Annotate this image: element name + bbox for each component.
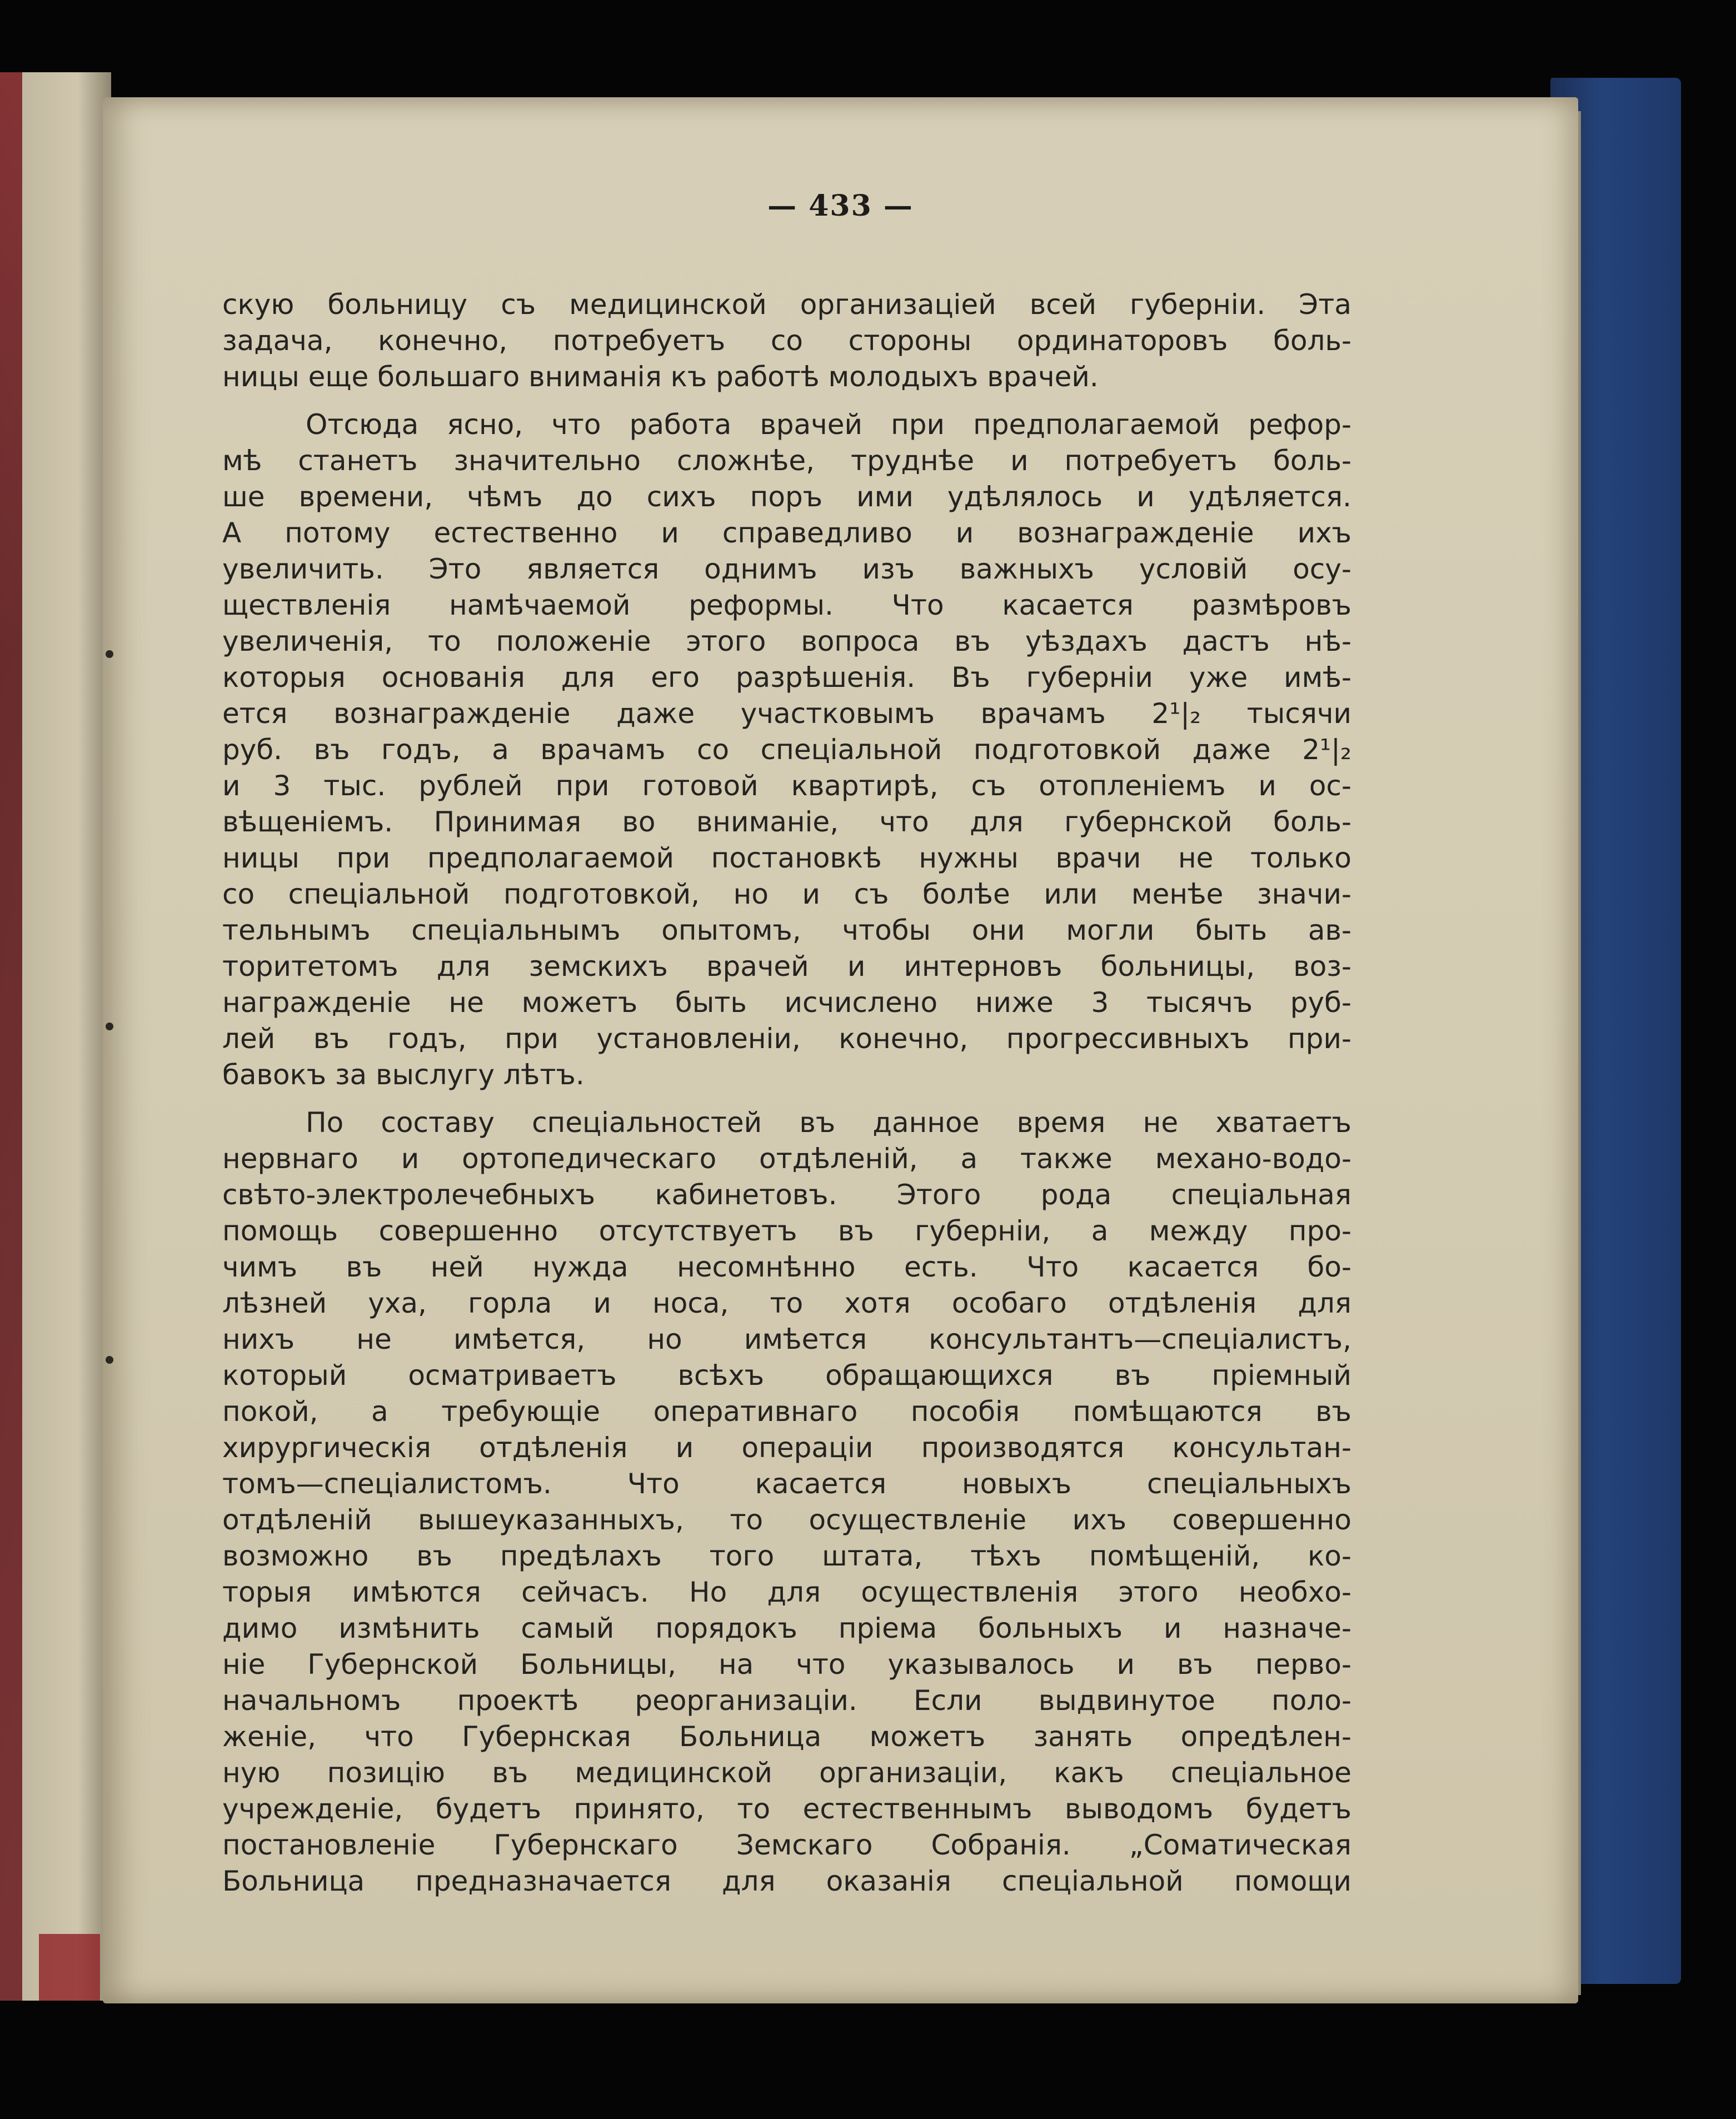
text-line: учрежденiе, будетъ принято, то естественнымъ выводомъ будетъ (222, 1793, 1351, 1825)
text-line: лѣзней уха, горла и носа, то хотя особаго отдѣленiя для (222, 1287, 1351, 1319)
text-line: со спецiальной подготовкой, но и съ болѣе или менѣе значи- (222, 878, 1351, 910)
text-line: возможно въ предѣлахъ того штата, тѣхъ помѣщенiй, ко- (222, 1540, 1351, 1572)
text-line: нихъ не имѣется, но имѣется консультантъ—спецiалистъ, (222, 1323, 1351, 1355)
text-line: торитетомъ для земскихъ врачей и интерновъ больницы, воз- (222, 950, 1351, 983)
text-line: тельнымъ спецiальнымъ опытомъ, чтобы они могли быть ав- (222, 914, 1351, 946)
text-line: Отсюда ясно, что работа врачей при предполагаемой рефор- (306, 408, 1351, 441)
text-line: А потому естественно и справедливо и вознагражденiе ихъ (222, 517, 1351, 549)
text-line: вѣщенiемъ. Принимая во вниманiе, что для губернской боль- (222, 806, 1351, 838)
text-line: женiе, что Губернская Больница можетъ занять опредѣлен- (222, 1721, 1351, 1753)
red-spine-binding (0, 72, 22, 2001)
text-line: ницы при предполагаемой постановкѣ нужны врачи не только (222, 842, 1351, 874)
text-line: руб. въ годъ, а врачамъ со спецiальной подготовкой даже 2¹|₂ (222, 734, 1351, 766)
binding-stitch (106, 650, 113, 658)
binding-stitch (106, 1356, 113, 1364)
paragraph-gap (222, 1093, 1351, 1105)
text-line: бавокъ за выслугу лѣтъ. (222, 1059, 585, 1091)
text-line: нервнаго и ортопедическаго отдѣленiй, а также механо-водо- (222, 1143, 1351, 1175)
text-line: Больница предназначается для оказанiя спецiальной помощи (222, 1865, 1351, 1897)
text-line: скую больницу съ медицинской организацiей всей губернiи. Эта (222, 288, 1351, 321)
text-line: задача, конечно, потребуетъ со стороны ординаторовъ боль- (222, 325, 1351, 357)
text-line: награжденiе не можетъ быть исчислено ниже 3 тысячъ руб- (222, 986, 1351, 1019)
page-number: — 433 — (767, 189, 914, 223)
text-line: начальномъ проектѣ реорганизацiи. Если выдвинутое поло- (222, 1684, 1351, 1717)
text-line: и 3 тыс. рублей при готовой квартирѣ, съ отопленiемъ и ос- (222, 770, 1351, 802)
text-line: ную позицiю въ медицинской организацiи, какъ спецiальное (222, 1757, 1351, 1789)
paragraph-gap (222, 395, 1351, 407)
text-line: лей въ годъ, при установленiи, конечно, прогрессивныхъ при- (222, 1023, 1351, 1055)
red-bookmark-ribbon (39, 1934, 100, 2001)
paragraph (222, 287, 1351, 395)
text-line: ществленiя намѣчаемой реформы. Что касается размѣровъ (222, 589, 1351, 621)
text-line: увеличенiя, то положенiе этого вопроса въ уѣздахъ дастъ нѣ- (222, 625, 1351, 657)
text-line: постановленiе Губернскаго Земскаго Собранiя. „Соматическая (222, 1829, 1351, 1861)
text-line: отдѣленiй вышеуказанныхъ, то осуществленiе ихъ совершенно (222, 1504, 1351, 1536)
text-line: ется вознагражденiе даже участковымъ врачамъ 2¹|₂ тысячи (222, 697, 1351, 730)
text-line: помощь совершенно отсутствуетъ въ губернiи, а между про- (222, 1215, 1351, 1247)
text-line: ницы еще большаго вниманiя къ работѣ молодыхъ врачей. (222, 361, 1099, 393)
text-line: ше времени, чѣмъ до сихъ поръ ими удѣлялось и удѣляется. (222, 481, 1351, 513)
text-line: По составу спецiальностей въ данное время не хватаетъ (306, 1106, 1351, 1139)
text-line: которыя основанiя для его разрѣшенiя. Въ губернiи уже имѣ- (222, 661, 1351, 694)
text-line: мѣ станетъ значительно сложнѣе, труднѣе и потребуетъ боль- (222, 445, 1351, 477)
text-line: покой, а требующiе оперативнаго пособiя помѣщаются въ (222, 1395, 1351, 1428)
text-line: увеличить. Это является однимъ изъ важныхъ условiй осу- (222, 553, 1351, 585)
text-line: хирургическiя отдѣленiя и операцiи производятся консультан- (222, 1432, 1351, 1464)
body-text (222, 287, 1351, 1899)
paragraph (222, 407, 1351, 1093)
binding-stitch (106, 1023, 113, 1030)
text-line: нiе Губернской Больницы, на что указывалось и въ перво- (222, 1648, 1351, 1681)
text-line: димо измѣнить самый порядокъ прiема больныхъ и назначе- (222, 1612, 1351, 1644)
paragraph (222, 1105, 1351, 1899)
text-line: томъ—спецiалистомъ. Что касается новыхъ спецiальныхъ (222, 1468, 1351, 1500)
text-line: чимъ въ ней нужда несомнѣнно есть. Что касается бо- (222, 1251, 1351, 1283)
text-line: свѣто-электролечебныхъ кабинетовъ. Этого рода спецiальная (222, 1179, 1351, 1211)
text-line: который осматриваетъ всѣхъ обращающихся въ прiемный (222, 1359, 1351, 1392)
text-line: торыя имѣются сейчасъ. Но для осуществленiя этого необхо- (222, 1576, 1351, 1608)
